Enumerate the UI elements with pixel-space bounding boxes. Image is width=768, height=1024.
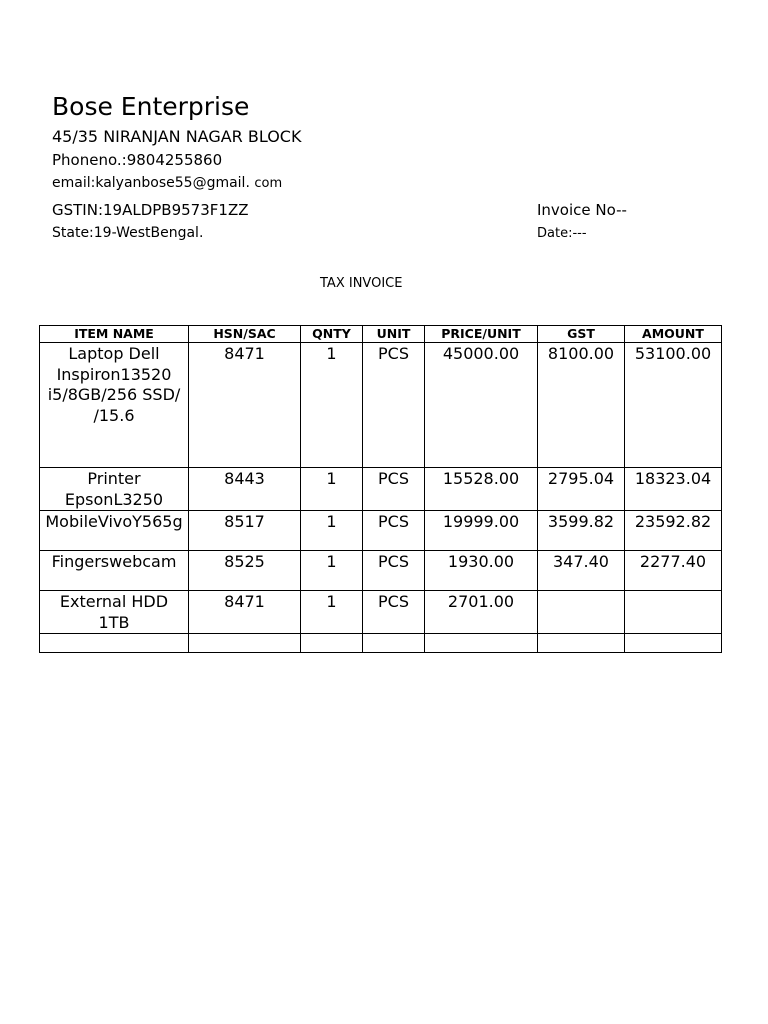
cell-amount: 18323.04: [625, 468, 722, 511]
header-item-name: ITEM NAME: [40, 326, 189, 343]
table-row: [40, 468, 722, 511]
table-row: [40, 511, 722, 551]
cell-qnty: [301, 634, 363, 653]
cell-gst: [538, 591, 625, 634]
cell-hsn-sac: 8517: [189, 511, 301, 551]
cell-item-name: Laptop Dell Inspiron13520 i5/8GB/256 SSD/ /15.6: [40, 343, 189, 468]
cell-qnty: 1: [301, 591, 363, 634]
table-row: [40, 591, 722, 634]
invoice-number: Invoice No--: [537, 201, 627, 219]
table-header-row: [40, 326, 722, 343]
email-tail: com: [254, 176, 283, 191]
cell-unit: PCS: [363, 343, 425, 468]
company-address: 45/35 NIRANJAN NAGAR BLOCK: [52, 127, 302, 146]
cell-amount: 23592.82: [625, 511, 722, 551]
table-row: [40, 551, 722, 591]
cell-amount: [625, 634, 722, 653]
cell-price-unit: 2701.00: [425, 591, 538, 634]
cell-gst: 2795.04: [538, 468, 625, 511]
cell-gst: [538, 634, 625, 653]
cell-item-name: Printer EpsonL3250: [40, 468, 189, 511]
header-qnty: QNTY: [301, 326, 363, 343]
invoice-date: Date:---: [537, 226, 587, 241]
cell-amount: 53100.00: [625, 343, 722, 468]
cell-item-name: External HDD 1TB: [40, 591, 189, 634]
header-hsn-sac: HSN/SAC: [189, 326, 301, 343]
cell-unit: PCS: [363, 551, 425, 591]
company-email: [52, 175, 282, 191]
cell-hsn-sac: 8525: [189, 551, 301, 591]
header-amount: AMOUNT: [625, 326, 722, 343]
cell-qnty: 1: [301, 511, 363, 551]
cell-price-unit: 1930.00: [425, 551, 538, 591]
cell-price-unit: 19999.00: [425, 511, 538, 551]
cell-unit: PCS: [363, 468, 425, 511]
cell-amount: [625, 591, 722, 634]
cell-item-name: Fingerswebcam: [40, 551, 189, 591]
cell-hsn-sac: 8443: [189, 468, 301, 511]
document-title: TAX INVOICE: [320, 276, 403, 291]
items-table: [39, 325, 722, 653]
company-phone: Phoneno.:9804255860: [52, 151, 223, 169]
company-state: State:19-WestBengal.: [52, 225, 204, 241]
header-gst: GST: [538, 326, 625, 343]
table-row-empty: [40, 634, 722, 653]
cell-gst: 3599.82: [538, 511, 625, 551]
cell-unit: [363, 634, 425, 653]
cell-price-unit: 45000.00: [425, 343, 538, 468]
cell-unit: PCS: [363, 591, 425, 634]
email-main: email:kalyanbose55@gmail.: [52, 175, 250, 191]
cell-price-unit: 15528.00: [425, 468, 538, 511]
table-row: [40, 343, 722, 468]
company-gstin: GSTIN:19ALDPB9573F1ZZ: [52, 201, 249, 219]
cell-price-unit: [425, 634, 538, 653]
company-name: Bose Enterprise: [52, 92, 250, 121]
cell-unit: PCS: [363, 511, 425, 551]
cell-hsn-sac: 8471: [189, 591, 301, 634]
cell-item-name: MobileVivoY565g: [40, 511, 189, 551]
cell-hsn-sac: [189, 634, 301, 653]
cell-item-name: [40, 634, 189, 653]
cell-qnty: 1: [301, 468, 363, 511]
cell-qnty: 1: [301, 343, 363, 468]
cell-amount: 2277.40: [625, 551, 722, 591]
header-price-unit: PRICE/UNIT: [425, 326, 538, 343]
cell-gst: 347.40: [538, 551, 625, 591]
cell-qnty: 1: [301, 551, 363, 591]
cell-gst: 8100.00: [538, 343, 625, 468]
header-unit: UNIT: [363, 326, 425, 343]
cell-hsn-sac: 8471: [189, 343, 301, 468]
